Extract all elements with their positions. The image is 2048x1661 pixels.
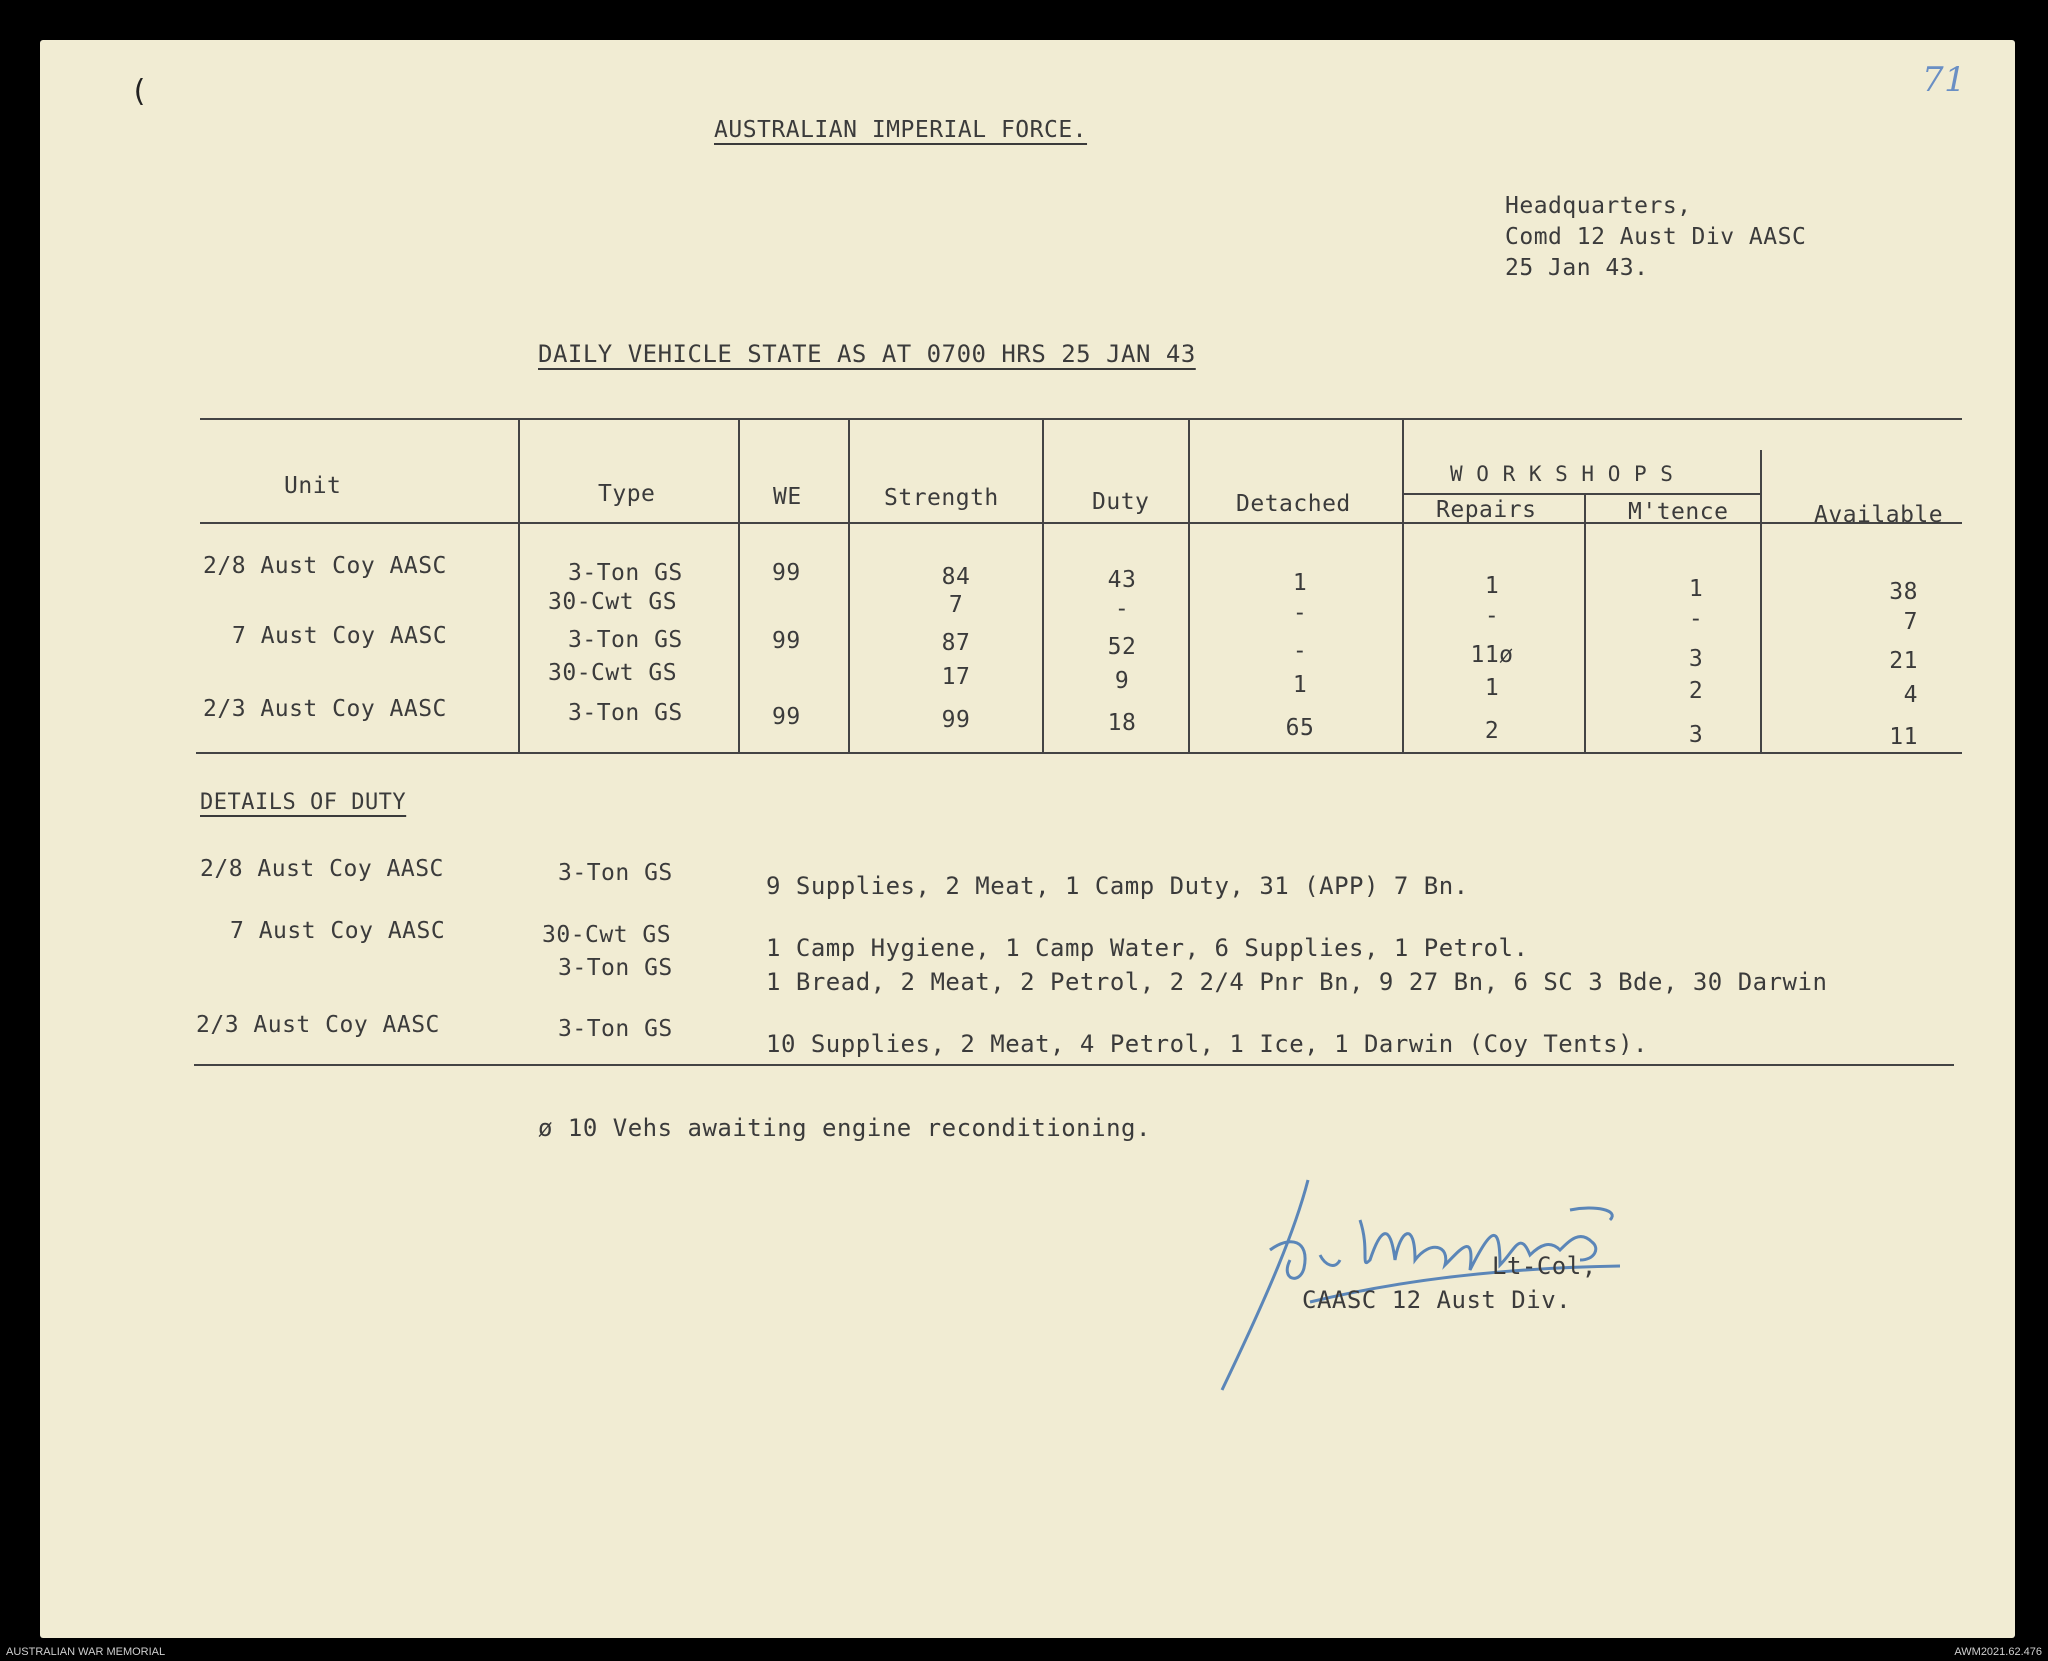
detail-type: 30-Cwt GS bbox=[542, 922, 672, 948]
archive-footer-left: AUSTRALIAN WAR MEMORIAL bbox=[6, 1646, 166, 1658]
report-heading: DAILY VEHICLE STATE AS AT 0700 HRS 25 JAN 43 bbox=[538, 340, 1196, 368]
table-cell-duty: 52 bbox=[1107, 634, 1137, 660]
document-title: AUSTRALIAN IMPERIAL FORCE. bbox=[714, 117, 1088, 143]
table-cell-available: 21 bbox=[1889, 648, 1918, 674]
table-cell-strength: 17 bbox=[941, 664, 971, 690]
footnote: ø 10 Vehs awaiting engine reconditioning. bbox=[538, 1114, 1151, 1142]
table-cell-available: 4 bbox=[1903, 682, 1918, 708]
table-cell-mtence: 1 bbox=[1688, 576, 1704, 602]
col-divider bbox=[1402, 420, 1404, 752]
archive-footer-right: AWM2021.62.476 bbox=[1954, 1646, 2042, 1658]
signatory-rank: Lt-Col, bbox=[1492, 1252, 1597, 1280]
header-detached: Detached bbox=[1236, 491, 1351, 517]
table-cell-duty: 18 bbox=[1107, 710, 1137, 736]
page-number: 71 bbox=[1922, 60, 1967, 100]
detail-text: 9 Supplies, 2 Meat, 1 Camp Duty, 31 (APP) 7 Bn. bbox=[766, 872, 1469, 900]
table-cell-we: 99 bbox=[772, 704, 801, 730]
header-repairs: Repairs bbox=[1436, 497, 1537, 523]
table-cell-type: 3-Ton GS bbox=[568, 700, 683, 726]
table-cell-repairs: 1 bbox=[1484, 675, 1500, 701]
table-top-rule bbox=[200, 418, 1962, 420]
detail-text: 1 Camp Hygiene, 1 Camp Water, 6 Supplies, 1 Petrol. bbox=[766, 934, 1529, 962]
table-cell-unit: 7 Aust Coy AASC bbox=[232, 623, 448, 649]
table-cell-detached: - bbox=[1292, 600, 1308, 626]
marginal-mark: ( bbox=[130, 74, 149, 109]
table-cell-mtence: 3 bbox=[1688, 722, 1704, 748]
table-cell-we: 99 bbox=[772, 628, 801, 654]
table-cell-strength: 99 bbox=[941, 707, 971, 733]
details-heading: DETAILS OF DUTY bbox=[200, 790, 407, 815]
table-cell-strength: 87 bbox=[941, 630, 971, 656]
detail-type: 3-Ton GS bbox=[558, 955, 673, 981]
workshops-rule bbox=[1404, 493, 1762, 495]
table-cell-detached: 1 bbox=[1292, 672, 1308, 698]
table-cell-detached: - bbox=[1292, 638, 1308, 664]
detail-text: 1 Bread, 2 Meat, 2 Petrol, 2 2/4 Pnr Bn, 9 27 Bn, 6 SC 3 Bde, 30 Darwin bbox=[766, 968, 1828, 996]
table-cell-type: 30-Cwt GS bbox=[548, 589, 678, 615]
detail-text: 10 Supplies, 2 Meat, 4 Petrol, 1 Ice, 1 Darwin (Coy Tents). bbox=[766, 1030, 1649, 1058]
header-type: Type bbox=[598, 481, 656, 507]
table-cell-detached: 65 bbox=[1285, 715, 1315, 741]
header-strength: Strength bbox=[884, 485, 999, 511]
col-divider bbox=[1584, 495, 1586, 752]
table-cell-mtence: - bbox=[1688, 606, 1704, 632]
table-bottom-rule bbox=[196, 752, 1962, 754]
hq-line-3: 25 Jan 43. bbox=[1505, 255, 1649, 281]
detail-type: 3-Ton GS bbox=[558, 1016, 673, 1042]
table-cell-available: 7 bbox=[1903, 609, 1918, 635]
table-cell-duty: 43 bbox=[1107, 567, 1137, 593]
detail-unit: 2/3 Aust Coy AASC bbox=[196, 1012, 440, 1038]
table-cell-unit: 2/8 Aust Coy AASC bbox=[203, 553, 447, 579]
col-divider bbox=[518, 420, 520, 752]
table-cell-duty: 9 bbox=[1114, 668, 1130, 694]
table-cell-unit: 2/3 Aust Coy AASC bbox=[203, 696, 447, 722]
table-cell-type: 30-Cwt GS bbox=[548, 660, 678, 686]
table-cell-detached: 1 bbox=[1292, 570, 1308, 596]
table-cell-repairs: 2 bbox=[1484, 718, 1500, 744]
col-divider bbox=[738, 420, 740, 752]
table-cell-type: 3-Ton GS bbox=[568, 560, 683, 586]
detail-unit: 7 Aust Coy AASC bbox=[230, 918, 446, 944]
detail-unit: 2/8 Aust Coy AASC bbox=[200, 856, 444, 882]
hq-line-1: Headquarters, bbox=[1505, 193, 1692, 219]
table-cell-available: 38 bbox=[1889, 579, 1918, 605]
detail-type: 3-Ton GS bbox=[558, 860, 673, 886]
document-page bbox=[40, 40, 2015, 1638]
col-divider bbox=[1188, 420, 1190, 752]
table-cell-available: 11 bbox=[1889, 724, 1918, 750]
details-bottom-rule bbox=[194, 1064, 1954, 1066]
handwritten-signature bbox=[1200, 1160, 1640, 1400]
table-cell-strength: 7 bbox=[948, 592, 964, 618]
table-cell-strength: 84 bbox=[941, 564, 971, 590]
col-divider bbox=[1760, 450, 1762, 752]
table-cell-duty: - bbox=[1114, 596, 1130, 622]
table-cell-we: 99 bbox=[772, 560, 801, 586]
header-duty: Duty bbox=[1092, 489, 1150, 515]
signatory-appointment: CAASC 12 Aust Div. bbox=[1302, 1286, 1572, 1314]
table-cell-mtence: 2 bbox=[1688, 678, 1704, 704]
header-workshops: W O R K S H O P S bbox=[1450, 462, 1674, 486]
header-available: Available bbox=[1814, 502, 1944, 528]
hq-line-2: Comd 12 Aust Div AASC bbox=[1505, 224, 1807, 250]
table-cell-repairs: 1 bbox=[1484, 573, 1500, 599]
table-cell-type: 3-Ton GS bbox=[568, 627, 683, 653]
header-we: WE bbox=[773, 484, 802, 510]
header-unit: Unit bbox=[284, 473, 342, 499]
table-cell-repairs: - bbox=[1484, 603, 1500, 629]
header-mtence: M'tence bbox=[1628, 499, 1729, 525]
col-divider bbox=[1042, 420, 1044, 752]
table-cell-repairs: 11ø bbox=[1470, 642, 1514, 668]
table-cell-mtence: 3 bbox=[1688, 646, 1704, 672]
col-divider bbox=[848, 420, 850, 752]
